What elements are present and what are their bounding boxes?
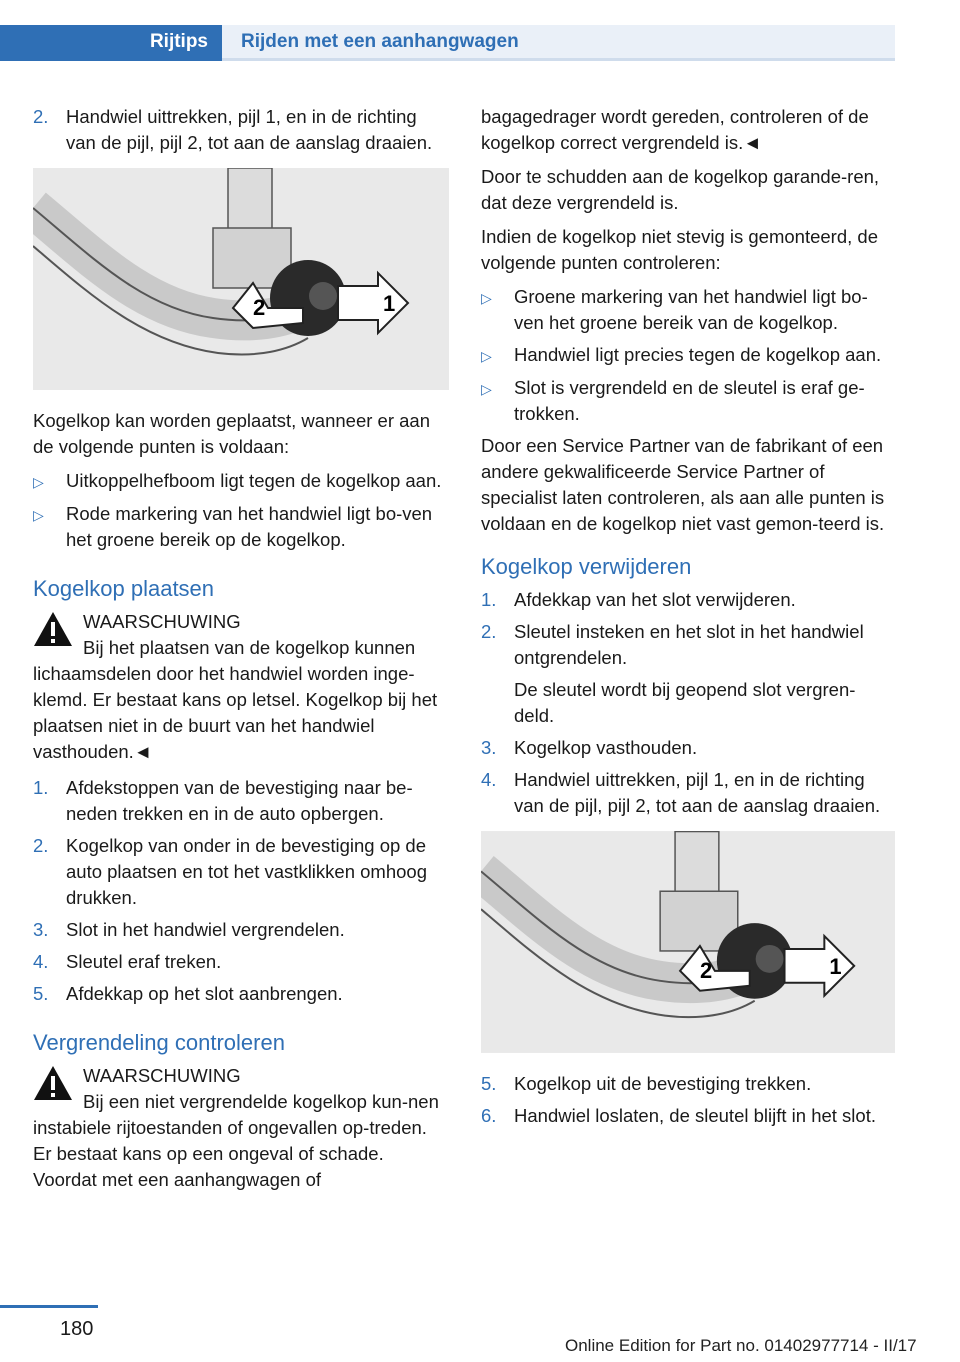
paragraph: Door een Service Partner van de fabrikant of een andere gekwalificeerde Service Partner of specialist laten controleren, als aan alle punten is voldaan en de kogelkop niet vast gemon‐teerd is. xyxy=(481,435,885,534)
paragraph: Kogelkop kan worden geplaatst, wanneer er aan de volgende punten is voldaan: xyxy=(33,410,430,457)
list-item xyxy=(481,619,895,671)
section-heading: Vergrendeling controleren xyxy=(33,1030,285,1055)
warning-icon xyxy=(33,1065,73,1101)
page-header xyxy=(0,25,895,61)
section-tab xyxy=(0,25,222,61)
list-item xyxy=(33,949,449,975)
bullet-text: Slot is vergrendeld en de sleutel is eraf ge‐trokken. xyxy=(514,377,865,424)
section-heading: Kogelkop verwijderen xyxy=(481,554,692,579)
list-item xyxy=(33,468,449,495)
left-column xyxy=(33,104,449,1203)
step-text: Afdekkap op het slot aanbrengen. xyxy=(66,983,343,1004)
list-item xyxy=(33,981,449,1007)
bullet-text: Groene markering van het handwiel ligt bo‐ven het groene bereik van de kogelkop. xyxy=(514,286,868,333)
warning-label: WAARSCHUWING xyxy=(83,611,241,632)
warning-text: Bij het plaatsen van de kogelkop kunnen lichaamsdelen door het handwiel worden inge‐klemd. Er bestaat kans op letsel. Kogelkop bij het plaatsen niet in de buurt van het handwiel vasthouden.◄ xyxy=(33,637,438,762)
warning-label: WAARSCHUWING xyxy=(83,1065,241,1086)
step-text: Kogelkop van onder in de bevestiging op de auto plaatsen en tot het vastklikken omhoog drukken. xyxy=(66,835,427,908)
list-item xyxy=(481,284,895,336)
step-text: Handwiel uittrekken, pijl 1, en in de richting van de pijl, pijl 2, tot aan de aanslag draaien. xyxy=(514,769,881,816)
arrow-2-label: 2 xyxy=(253,295,266,320)
arrow-1-label: 1 xyxy=(829,953,842,979)
right-column xyxy=(481,104,895,1135)
warning-icon xyxy=(33,611,73,647)
warning-box xyxy=(33,1063,449,1193)
step-number: 2. xyxy=(33,106,49,127)
list-item xyxy=(481,735,895,761)
list-item xyxy=(33,917,449,943)
paragraph: Door te schudden aan de kogelkop garande‐ren, dat deze vergrendeld is. xyxy=(481,166,880,213)
step-number: 5. xyxy=(481,1073,497,1094)
bullet-text: Handwiel ligt precies tegen de kogelkop aan. xyxy=(514,344,882,365)
bullet-text: Uitkoppelhefboom ligt tegen de kogelkop aan. xyxy=(66,470,442,491)
step-number: 3. xyxy=(481,737,497,758)
step-text: Kogelkop uit de bevestiging trekken. xyxy=(514,1073,812,1094)
step-number: 4. xyxy=(481,769,497,790)
step-text: Sleutel eraf treken. xyxy=(66,951,222,972)
step-number: 1. xyxy=(33,777,49,798)
kogelkop-figure xyxy=(481,831,895,1053)
warning-text: Bij een niet vergrendelde kogelkop kun‐nen instabiele rijtoestanden of ongevallen op‐treden. Er bestaat kans op een ongeval of schade. Voordat met een aanhangwagen of xyxy=(33,1091,439,1190)
section-label: Rijtips xyxy=(149,31,208,52)
list-item xyxy=(33,501,449,553)
warning-box xyxy=(33,609,449,765)
list-item xyxy=(33,104,449,156)
step-number: 2. xyxy=(33,835,49,856)
chapter-tab xyxy=(222,25,895,61)
footer-rule xyxy=(0,1305,98,1308)
paragraph: bagagedrager wordt gereden, controleren of de kogelkop correct vergrendeld is.◄ xyxy=(481,106,869,153)
bullet-text: Rode markering van het handwiel ligt bo‐ven het groene bereik op de kogelkop. xyxy=(66,503,433,550)
edition-text: Online Edition for Part no. 01402977714 - II/17 xyxy=(565,1336,917,1355)
list-item xyxy=(481,342,895,369)
step-text: Handwiel loslaten, de sleutel blijft in het slot. xyxy=(514,1105,876,1126)
bullet-icon: ▷ xyxy=(481,348,492,364)
page-number: 180 xyxy=(60,1318,94,1340)
step-number: 6. xyxy=(481,1105,497,1126)
list-item xyxy=(33,775,449,827)
paragraph: Indien de kogelkop niet stevig is gemonteerd, de volgende punten controleren: xyxy=(481,226,878,273)
list-item xyxy=(481,375,895,427)
step-number: 2. xyxy=(481,621,497,642)
list-item xyxy=(481,587,895,613)
step-text: Afdekstoppen van de bevestiging naar be‐neden trekken en in de auto opbergen. xyxy=(66,777,413,824)
kogelkop-figure xyxy=(33,168,449,390)
list-item xyxy=(33,833,449,911)
step-text: Kogelkop vasthouden. xyxy=(514,737,698,758)
step-note: De sleutel wordt bij geopend slot vergren‐deld. xyxy=(514,679,856,726)
arrow-1-label: 1 xyxy=(383,291,396,316)
step-text: Slot in het handwiel vergrendelen. xyxy=(66,919,345,940)
step-text: Sleutel insteken en het slot in het handwiel ontgrendelen. xyxy=(514,621,864,668)
chapter-title: Rijden met een aanhangwagen xyxy=(241,31,519,52)
list-item xyxy=(481,1071,895,1097)
section-heading: Kogelkop plaatsen xyxy=(33,576,215,601)
arrow-2-label: 2 xyxy=(699,957,713,983)
step-number: 1. xyxy=(481,589,497,610)
bullet-icon: ▷ xyxy=(33,474,44,490)
step-number: 5. xyxy=(33,983,49,1004)
step-text: Handwiel uittrekken, pijl 1, en in de richting van de pijl, pijl 2, tot aan de aanslag draaien. xyxy=(66,106,433,153)
list-item xyxy=(481,1103,895,1129)
bullet-icon: ▷ xyxy=(33,507,44,523)
bullet-icon: ▷ xyxy=(481,381,492,397)
step-number: 4. xyxy=(33,951,49,972)
bullet-icon: ▷ xyxy=(481,290,492,306)
step-text: Afdekkap van het slot verwijderen. xyxy=(514,589,796,610)
list-item xyxy=(481,767,895,819)
step-number: 3. xyxy=(33,919,49,940)
